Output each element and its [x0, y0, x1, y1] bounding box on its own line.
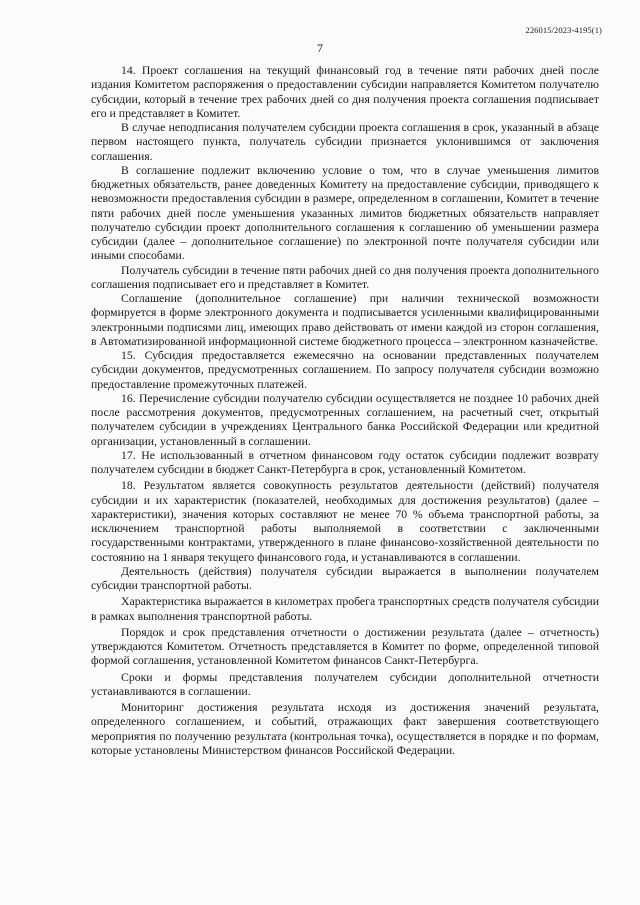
paragraph-characteristic: Характеристика выражается в километрах пробега транспортных средств получателя субсидии в рамках выполнения транспортной работы.: [91, 595, 599, 623]
paragraph-16-transfer: 16. Перечисление субсидии получателю субсидии осуществляется не позднее 10 рабочих дней после рассмотрения документов, предусмотренных соглашением, на расчетный счет, открытый получателем субсидии в учреждениях Центрального банка Российской Федерации или кредитной организации, установленный в соглашении.: [91, 391, 599, 448]
paragraph-electronic-signature: Соглашение (дополнительное соглашение) при наличии технической возможности формируется в форме электронного документа и подписывается усиленными квалифицированными электронными подписями лиц, имеющих право действовать от имени каждой из сторон соглашения, в Автоматизированной информационной системе бюджетного процесса – электронном казначействе.: [91, 292, 599, 348]
paragraph-monitoring: Мониторинг достижения результата исходя из достижения значений результата, определенного соглашением, и событий, отражающих факт завершения соответствующего мероприятия по получению результата (контрольная точка), осуществляется в порядке и по формам, которые установлены Министерством финансов Российской Федерации.: [91, 701, 599, 757]
paragraph-reporting-procedure: Порядок и срок представления отчетности о достижении результата (далее – отчетность) утверждаются Комитетом. Отчетность представляется в Комитет по форме, определенной типовой формой соглашения, установленной Комитетом финансов Санкт-Петербурга.: [91, 625, 599, 668]
paragraph-additional-agreement-signing: Получатель субсидии в течение пяти рабочих дней со дня получения проекта дополнительного соглашения подписывает его и представляет в Комитет.: [91, 263, 599, 291]
paragraph-limits-reduction: В соглашение подлежит включению условие о том, что в случае уменьшения лимитов бюджетных обязательств, ранее доведенных Комитету на предоставление субсидии, приводящего к невозможности предоставления субсидии в размере, определенном в соглашении, Комитет в течение пяти рабочих дней после уменьшения указанных лимитов бюджетных обязательств направляет получателю субсидии проект дополнительного соглашения к соглашению об уменьшении размера субсидии (далее – дополнительное соглашение) по электронной почте получателя субсидии или иными способами.: [91, 163, 599, 263]
page-number: 7: [317, 41, 323, 55]
paragraph-14-draft-agreement: 14. Проект соглашения на текущий финансовый год в течение пяти рабочих дней после издания Комитетом распоряжения о предоставлении субсидии направляется Комитетом получателю субсидии, который в течение трех рабочих дней со дня получения проекта соглашения подписывает его и представляет в Комитет.: [91, 64, 599, 120]
paragraph-additional-reporting: Сроки и формы представления получателем субсидии дополнительной отчетности устанавливаются в соглашении.: [91, 670, 599, 698]
paragraph-17-unused-balance: 17. Не использованный в отчетном финансовом году остаток субсидии подлежит возврату получателем субсидии в бюджет Санкт-Петербурга в срок, установленный Комитетом.: [91, 448, 599, 476]
document-body: [91, 64, 599, 758]
paragraph-unsigned-agreement: В случае неподписания получателем субсидии проекта соглашения в срок, указанный в абзаце первом настоящего пункта, получатель субсидии признается уклонившимся от заключения соглашения.: [91, 121, 599, 163]
document-registration-number: 226015/2023-4195(1): [525, 25, 602, 35]
paragraph-18-result: 18. Результатом является совокупность результатов деятельности (действий) получателя субсидии и их характеристик (показателей, необходимых для достижения результатов) (далее – характеристики), значения которых составляют не менее 70 % объема транспортной работы, за исключением транспортной работы выполняемой в соответствии с заключенными государственными контрактами, утвержденного в плане финансово-хозяйственной деятельности по состоянию на 1 января текущего финансового года, и устанавливаются в соглашении.: [91, 479, 599, 564]
paragraph-15-monthly-subsidy: 15. Субсидия предоставляется ежемесячно на основании представленных получателем субсидии документов, предусмотренных соглашением. По запросу получателя субсидии возможно предоставление промежуточных платежей.: [91, 349, 599, 391]
paragraph-activity: Деятельность (действия) получателя субсидии выражается в выполнении получателем субсидии транспортной работы.: [91, 564, 599, 592]
